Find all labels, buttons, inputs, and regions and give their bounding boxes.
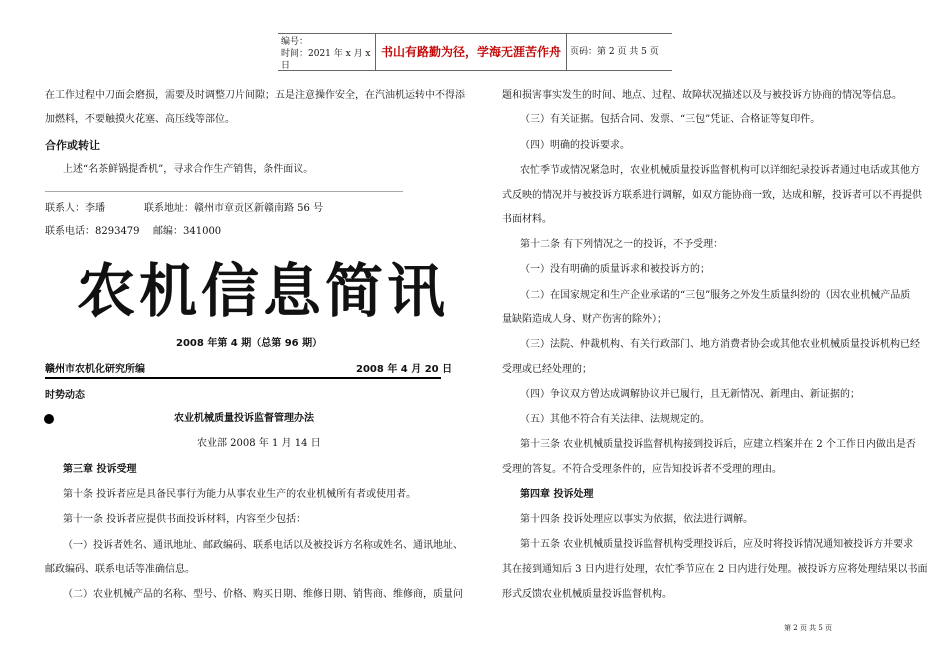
- right-line: （一）没有明确的质量诉求和被投诉方的；: [520, 264, 710, 275]
- right-line: 农忙季节或情况紧急时，农业机械质量投诉监督机构可以详细纪录投诉者通过电话或其他方: [520, 165, 920, 176]
- chapter-3: 第三章 投诉受理: [63, 464, 137, 475]
- article-source: 农业部 2008 年 1 月 14 日: [197, 438, 321, 449]
- right-line: 第十三条 农业机械质量投诉监督机构接到投诉后，应建立档案并在 2 个工作日内做出是否: [520, 439, 916, 450]
- issue-number: 2008 年第 4 期（总第 96 期）: [176, 338, 323, 349]
- header-number: 编号：: [281, 37, 309, 47]
- right-line: 形式反馈农业机械质量投诉监督机构。: [502, 589, 672, 600]
- issue-date: 2008 年 4 月 20 日: [356, 364, 453, 375]
- right-line: 量缺陷造成人身、财产伤害的除外）；: [502, 314, 667, 325]
- right-line: 其在接到通知后 3 日内进行处理，农忙季节应在 2 日内进行处理。被投诉方应将处理结果以书面: [502, 564, 928, 575]
- right-line: 第十二条 有下列情况之一的投诉，不予受理：: [520, 239, 724, 250]
- header-page: 页码：第 2 页 共 5 页: [570, 47, 659, 57]
- right-line: （五）其他不符合有关法律、法规规定的。: [520, 414, 710, 425]
- contact-address: 联系地址：赣州市章贡区新赣南路 56 号: [144, 203, 324, 214]
- chapter-4: 第四章 投诉处理: [520, 489, 594, 500]
- left-paragraph-1: 在工作过程中刀面会磨损，需要及时调整刀片间隙；五是注意操作安全，在汽油机运转中不得添: [45, 90, 465, 101]
- section-body: 上述“名茶鲜锅提香机”，寻求合作生产销售，条件面议。: [63, 164, 314, 175]
- right-line: （三）法院、仲裁机构、有关行政部门、地方消费者协会或其他农业机械质量投诉机构已经: [520, 339, 920, 350]
- right-line: （三）有关证据。包括合同、发票、“三包”凭证、合格证等复印件。: [520, 114, 821, 125]
- left-paragraph-2: 加燃料，不要触摸火花塞、高压线等部位。: [45, 114, 235, 125]
- right-line: （四）争议双方曾达成调解协议并已履行，且无新情况、新理由、新证据的；: [520, 389, 860, 400]
- page-header: [278, 33, 672, 71]
- article-11: 第十一条 投诉者应提供书面投诉材料，内容至少包括：: [63, 514, 307, 525]
- article-title: 农业机械质量投诉监督管理办法: [174, 413, 314, 424]
- right-line: 题和损害事实发生的时间、地点、过程、故障状况描述以及与被投诉方协商的情况等信息。: [502, 90, 902, 101]
- article-11-item-1b: 邮政编码、联系电话等准确信息。: [45, 564, 195, 575]
- section-title: 合作或转让: [45, 139, 100, 152]
- bullet-icon: [44, 414, 54, 424]
- column-title: 时势动态: [45, 390, 85, 401]
- page-footer: 第 2 页 共 5 页: [784, 624, 833, 632]
- right-line: （二）在国家规定和生产企业承诺的“三包”服务之外发生质量纠纷的（因农业机械产品质: [520, 290, 911, 301]
- right-line: 第十四条 投诉处理应以事实为依据，依法进行调解。: [520, 514, 754, 525]
- thick-rule: [45, 377, 441, 379]
- right-line: （四）明确的投诉要求。: [520, 140, 630, 151]
- right-line: 第十五条 农业机械质量投诉监督机构受理投诉后，应及时将投诉情况通知被投诉方并要求: [520, 539, 914, 550]
- newsletter-title: 农机信息简讯: [77, 257, 450, 325]
- right-line: 式反映的情况并与被投诉方联系进行调解，如双方能协商一致，达成和解，投诉者可以不再提供: [502, 190, 922, 201]
- header-meta: [278, 34, 376, 70]
- header-motto: 书山有路勤为径，学海无涯苦作舟: [376, 34, 567, 70]
- header-time: 时间：2021 年 x 月 x 日: [281, 49, 371, 71]
- contact-phone: 联系电话：8293479: [45, 226, 140, 237]
- right-line: 书面材料。: [502, 214, 552, 225]
- article-11-item-1a: （一）投诉者姓名、通讯地址、邮政编码、联系电话以及被投诉方名称或姓名、通讯地址、: [63, 540, 463, 551]
- editor: 赣州市农机化研究所编: [45, 364, 145, 375]
- article-10: 第十条 投诉者应是具备民事行为能力从事农业生产的农业机械所有者或使用者。: [63, 489, 417, 500]
- right-line: 受理的答复。不符合受理条件的，应告知投诉者不受理的理由。: [502, 464, 782, 475]
- contact-person: 联系人：李璠: [45, 203, 105, 214]
- divider: [45, 191, 403, 192]
- right-line: 受理或已经处理的；: [502, 364, 592, 375]
- article-11-item-2a: （二）农业机械产品的名称、型号、价格、购买日期、维修日期、销售商、维修商，质量问: [63, 589, 463, 600]
- contact-zip: 邮编：341000: [153, 226, 222, 237]
